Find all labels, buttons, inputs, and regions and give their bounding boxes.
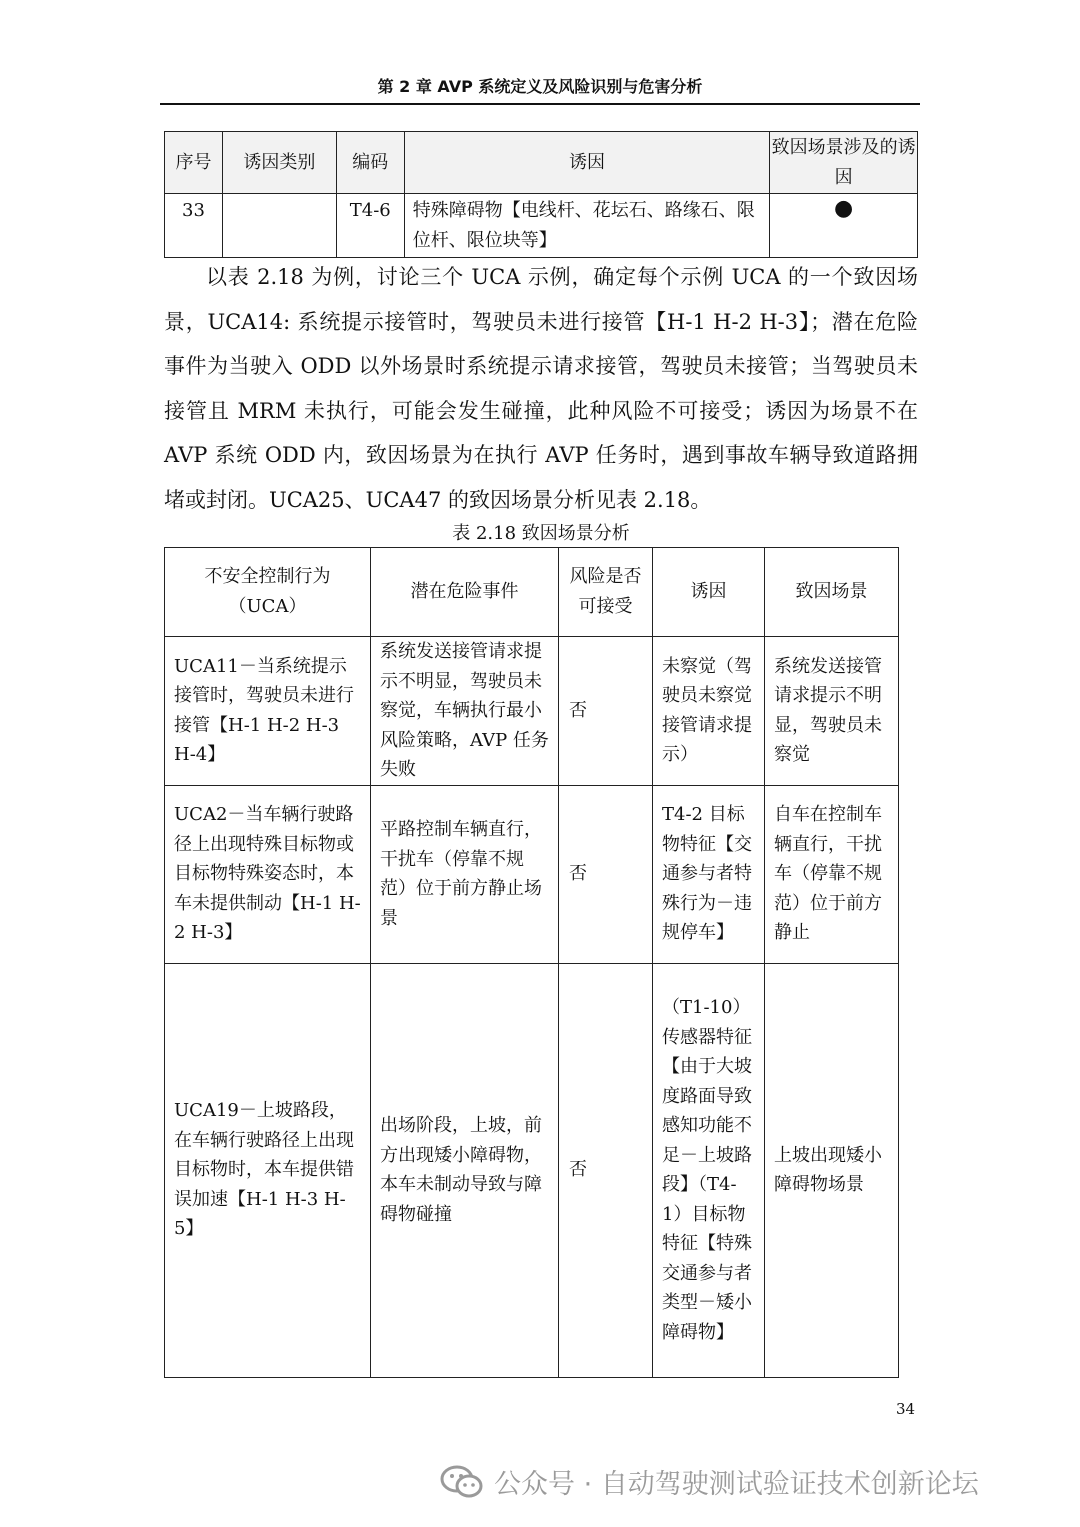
header-risk-acceptable: 风险是否可接受 <box>559 548 653 637</box>
cell-scenario: 系统发送接管请求提示不明显，驾驶员未察觉 <box>765 637 899 786</box>
watermark-text: 公众号 · 自动驾驶测试验证技术创新论坛 <box>494 1469 979 1500</box>
cell-event: 出场阶段，上坡，前方出现矮小障碍物，本车未制动导致与障碍物碰撞 <box>371 963 559 1377</box>
cell-acceptable: 否 <box>559 963 653 1377</box>
header-cause: 诱因 <box>404 132 769 194</box>
cell-event: 平路控制车辆直行，干扰车（停靠不规范）位于前方静止场景 <box>371 785 559 963</box>
header-no: 序号 <box>165 132 223 194</box>
cell-uca: UCA19－上坡路段，在车辆行驶路径上出现目标物时，本车提供错误加速【H-1 H-3 H-5】 <box>165 963 371 1377</box>
table-row <box>165 963 899 1377</box>
cell-cause: 未察觉（驾驶员未察觉接管请求提示） <box>653 637 765 786</box>
cell-mark: ● <box>770 194 918 258</box>
header-uca: 不安全控制行为（UCA） <box>165 548 371 637</box>
cell-code: T4-6 <box>336 194 404 258</box>
cell-acceptable: 否 <box>559 637 653 786</box>
wechat-icon <box>440 1464 484 1500</box>
table-caption: 表 2.18 致因场景分析 <box>452 523 630 544</box>
page-header: 第 2 章 AVP 系统定义及风险识别与危害分析 <box>160 74 920 105</box>
cell-uca: UCA11－当系统提示接管时，驾驶员未进行接管【H-1 H-2 H-3 H-4】 <box>165 637 371 786</box>
header-scenario-cause: 致因场景涉及的诱因 <box>770 132 918 194</box>
paragraph-text: 以表 2.18 为例，讨论三个 UCA 示例，确定每个示例 UCA 的一个致因场景，UCA14: 系统提示接管时，驾驶员未进行接管【H-1 H-2 H-3】；潜在危险事件为当驶入 ODD 以外场景时系统提示请求接管，驾驶员未接管；当驾驶员未接管且 MRM 未执行，可能会发生碰撞，此种风险不可接受；诱因为场景不在 AVP 系统 ODD 内，致因场景为在执行 AVP 任务时，遇到事故车辆导致道路拥堵或封闭。UCA25、UCA47 的致因场景分析见表 2.18。 <box>164 265 918 512</box>
cell-scenario: 上坡出现矮小障碍物场景 <box>765 963 899 1377</box>
cell-cause: 特殊障碍物【电线杆、花坛石、路缘石、限位杆、限位块等】 <box>404 194 769 258</box>
body-paragraph <box>164 255 918 522</box>
scenario-table-header-row <box>165 548 899 637</box>
cause-table <box>164 131 918 258</box>
cell-no: 33 <box>165 194 223 258</box>
table-row <box>165 785 899 963</box>
table-row <box>165 194 918 258</box>
header-scenario: 致因场景 <box>765 548 899 637</box>
cell-event: 系统发送接管请求提示不明显，驾驶员未察觉，车辆执行最小风险策略，AVP 任务失败 <box>371 637 559 786</box>
table-row <box>165 637 899 786</box>
header-cause: 诱因 <box>653 548 765 637</box>
cell-uca: UCA2－当车辆行驶路径上出现特殊目标物或目标物特殊姿态时，本车未提供制动【H-1 H-2 H-3】 <box>165 785 371 963</box>
watermark <box>440 1462 1050 1501</box>
cell-cause: （T1-10）传感器特征【由于大坡度路面导致感知功能不足－上坡路段】（T4-1）目标物特征【特殊交通参与者类型－矮小障碍物】 <box>653 963 765 1377</box>
cell-category <box>222 194 336 258</box>
cell-cause: T4-2 目标物特征【交通参与者特殊行为－违规停车】 <box>653 785 765 963</box>
cell-scenario: 自车在控制车辆直行，干扰车（停靠不规范）位于前方静止 <box>765 785 899 963</box>
header-code: 编码 <box>336 132 404 194</box>
cause-table-header-row <box>165 132 918 194</box>
header-category: 诱因类别 <box>222 132 336 194</box>
cell-acceptable: 否 <box>559 785 653 963</box>
header-hazard-event: 潜在危险事件 <box>371 548 559 637</box>
page-number: 34 <box>896 1400 916 1418</box>
scenario-analysis-table <box>164 547 899 1378</box>
